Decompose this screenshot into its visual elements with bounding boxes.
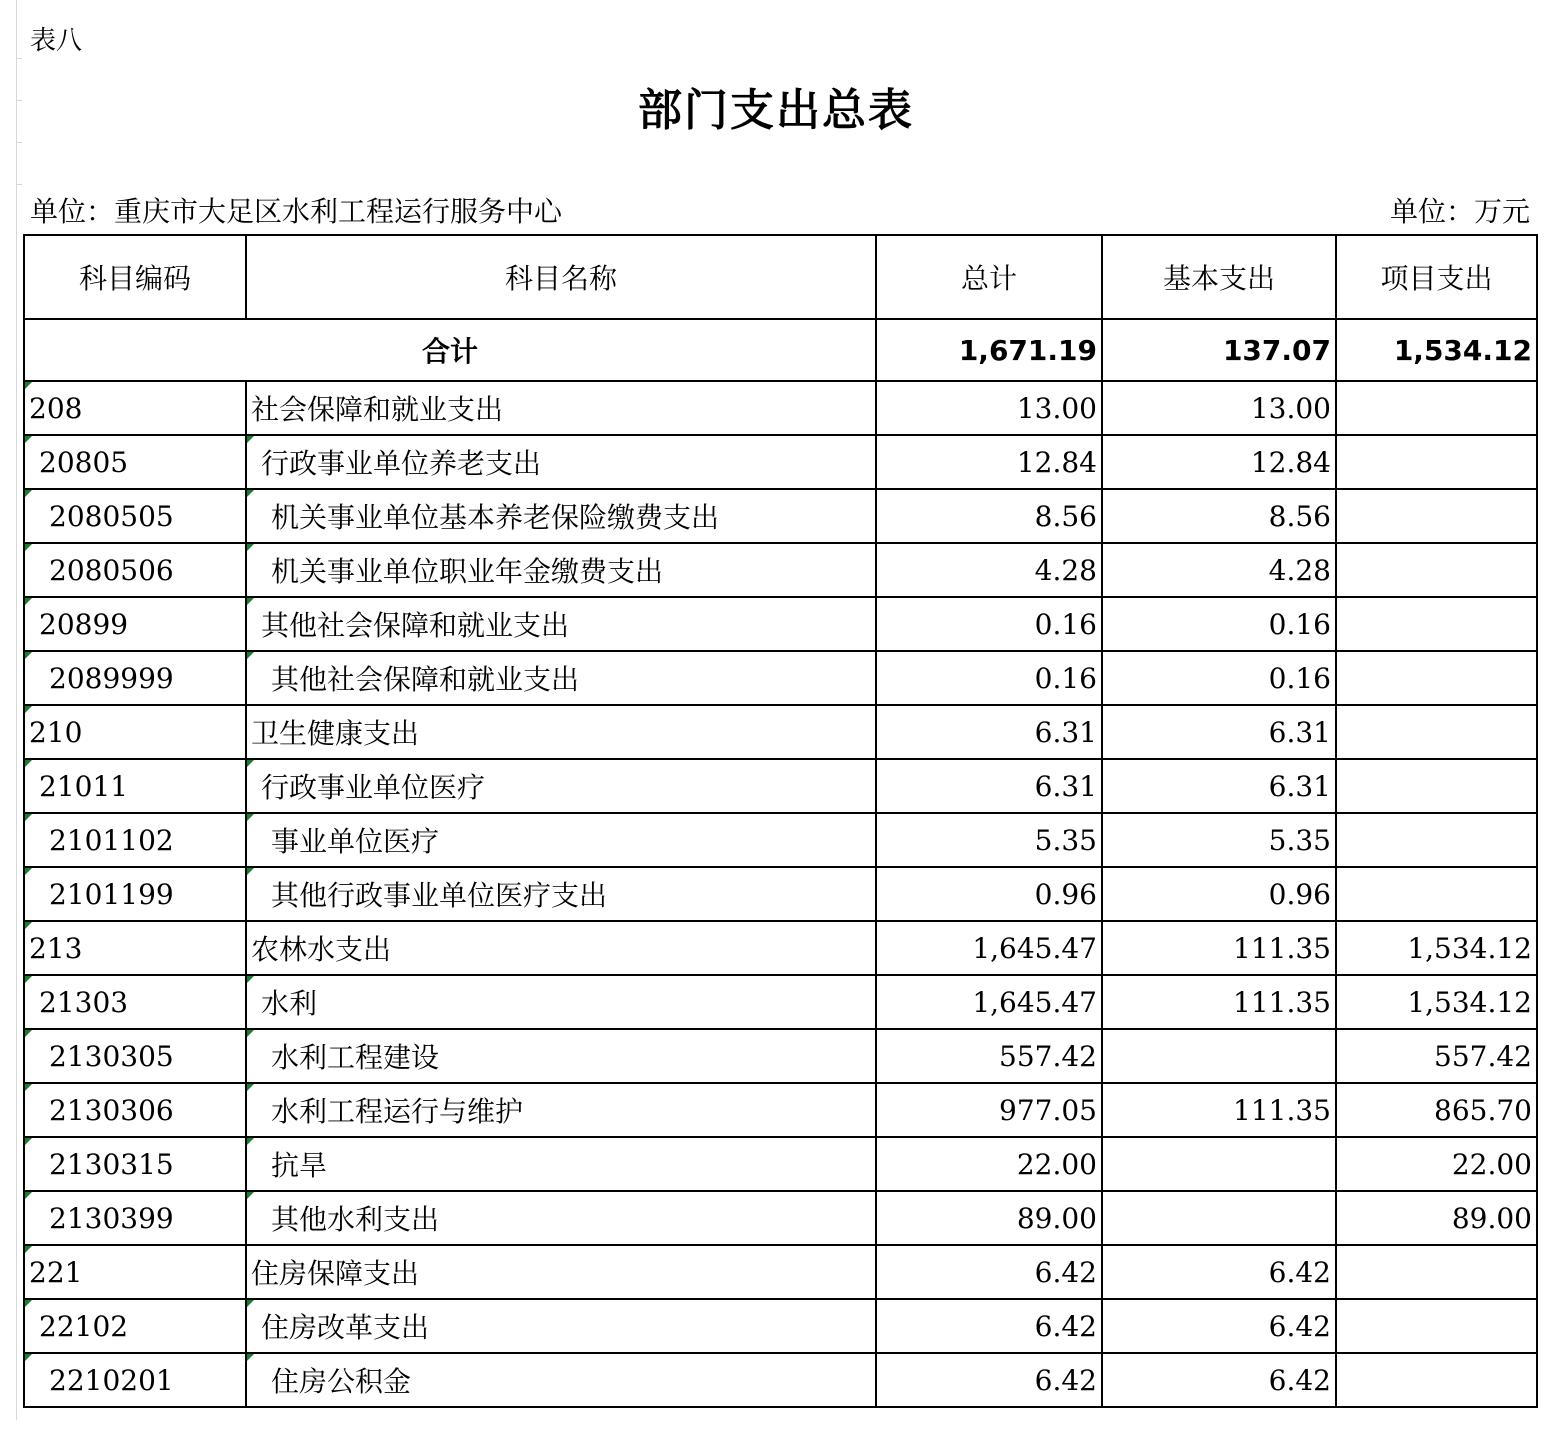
cell-code xyxy=(24,1137,246,1191)
cell-project-text: 557.42 xyxy=(1434,1039,1532,1073)
cell-project xyxy=(1336,759,1537,813)
cell-note-indicator-icon xyxy=(247,976,254,983)
page-title: 部门支出总表 xyxy=(638,85,914,136)
table-row xyxy=(24,1137,1537,1191)
cell-total xyxy=(876,975,1102,1029)
cell-total xyxy=(876,759,1102,813)
cell-basic-text: 6.31 xyxy=(1268,715,1331,749)
sheet-row-tick xyxy=(16,184,22,185)
cell-code-text: 2130399 xyxy=(49,1201,174,1235)
cell-name xyxy=(246,1029,876,1083)
cell-basic xyxy=(1102,435,1336,489)
cell-name-text: 水利 xyxy=(261,987,318,1020)
cell-name-text: 其他社会保障和就业支出 xyxy=(271,663,580,696)
sheet-row-tick xyxy=(16,58,22,59)
cell-basic xyxy=(1102,1245,1336,1299)
cell-code-text: 20805 xyxy=(39,445,129,479)
cell-basic-text: 111.35 xyxy=(1233,931,1331,965)
cell-basic xyxy=(1102,705,1336,759)
cell-basic xyxy=(1102,1137,1336,1191)
cell-code xyxy=(24,381,246,435)
cell-note-indicator-icon xyxy=(25,1354,32,1361)
cell-project xyxy=(1336,1245,1537,1299)
unit-organization: 单位：重庆市大足区水利工程运行服务中心 xyxy=(30,195,563,228)
cell-name-text: 水利工程运行与维护 xyxy=(271,1095,524,1128)
cell-code xyxy=(24,975,246,1029)
sheet-gridline xyxy=(16,0,17,1420)
total-project: 1,534.12 xyxy=(1336,319,1537,381)
cell-project xyxy=(1336,435,1537,489)
cell-name-text: 事业单位医疗 xyxy=(271,825,440,858)
table-row xyxy=(24,651,1537,705)
cell-code xyxy=(24,597,246,651)
column-header-name: 科目名称 xyxy=(246,235,876,319)
table-row xyxy=(24,813,1537,867)
cell-note-indicator-icon xyxy=(25,868,32,875)
table-row xyxy=(24,435,1537,489)
cell-basic xyxy=(1102,1083,1336,1137)
cell-project xyxy=(1336,381,1537,435)
cell-total xyxy=(876,1029,1102,1083)
table-row xyxy=(24,867,1537,921)
cell-basic-text: 13.00 xyxy=(1250,391,1331,425)
cell-total xyxy=(876,1083,1102,1137)
cell-note-indicator-icon xyxy=(247,760,254,767)
table-row xyxy=(24,1353,1537,1407)
cell-basic xyxy=(1102,813,1336,867)
cell-total-text: 8.56 xyxy=(1034,499,1097,533)
cell-total-text: 0.96 xyxy=(1034,877,1097,911)
cell-total xyxy=(876,1299,1102,1353)
cell-total-text: 13.00 xyxy=(1016,391,1097,425)
cell-code-text: 21303 xyxy=(39,985,129,1019)
cell-note-indicator-icon xyxy=(25,382,32,389)
cell-note-indicator-icon xyxy=(247,436,254,443)
cell-project xyxy=(1336,543,1537,597)
cell-total-text: 0.16 xyxy=(1034,661,1097,695)
cell-note-indicator-icon xyxy=(247,598,254,605)
table-row xyxy=(24,921,1537,975)
cell-code xyxy=(24,1353,246,1407)
cell-name-text: 行政事业单位医疗 xyxy=(261,771,486,804)
table-row xyxy=(24,759,1537,813)
cell-basic xyxy=(1102,1353,1336,1407)
cell-total xyxy=(876,651,1102,705)
cell-note-indicator-icon xyxy=(247,1354,254,1361)
cell-note-indicator-icon xyxy=(25,814,32,821)
table-row xyxy=(24,1029,1537,1083)
cell-note-indicator-icon xyxy=(25,1246,32,1253)
sheet-row-tick xyxy=(16,142,22,143)
cell-name xyxy=(246,1191,876,1245)
cell-code-text: 210 xyxy=(29,715,83,749)
cell-basic xyxy=(1102,1029,1336,1083)
cell-total-text: 6.42 xyxy=(1034,1309,1097,1343)
cell-code xyxy=(24,1299,246,1353)
cell-project xyxy=(1336,1191,1537,1245)
cell-note-indicator-icon xyxy=(25,490,32,497)
cell-project-text: 89.00 xyxy=(1451,1201,1532,1235)
cell-project xyxy=(1336,597,1537,651)
cell-name xyxy=(246,705,876,759)
cell-code xyxy=(24,867,246,921)
cell-project xyxy=(1336,1029,1537,1083)
cell-code xyxy=(24,435,246,489)
cell-basic xyxy=(1102,543,1336,597)
cell-code xyxy=(24,651,246,705)
cell-note-indicator-icon xyxy=(247,1084,254,1091)
cell-name-text: 社会保障和就业支出 xyxy=(251,393,504,426)
cell-note-indicator-icon xyxy=(247,1030,254,1037)
cell-total xyxy=(876,1245,1102,1299)
table-row xyxy=(24,381,1537,435)
table-row xyxy=(24,489,1537,543)
cell-name xyxy=(246,543,876,597)
cell-code-text: 213 xyxy=(29,931,83,965)
cell-note-indicator-icon xyxy=(25,1300,32,1307)
cell-basic-text: 4.28 xyxy=(1268,553,1331,587)
cell-code-text: 2101199 xyxy=(49,877,174,911)
cell-note-indicator-icon xyxy=(25,1138,32,1145)
cell-basic xyxy=(1102,381,1336,435)
cell-name xyxy=(246,1299,876,1353)
cell-basic-text: 111.35 xyxy=(1233,985,1331,1019)
cell-code-text: 2080505 xyxy=(49,499,174,533)
unit-currency: 单位：万元 xyxy=(1389,195,1530,228)
cell-code xyxy=(24,1191,246,1245)
cell-code-text: 2130305 xyxy=(49,1039,174,1073)
total-row xyxy=(24,319,1537,381)
cell-name xyxy=(246,381,876,435)
cell-basic xyxy=(1102,975,1336,1029)
cell-basic-text: 5.35 xyxy=(1268,823,1331,857)
cell-name xyxy=(246,489,876,543)
cell-basic-text: 6.31 xyxy=(1268,769,1331,803)
table-row xyxy=(24,705,1537,759)
header-row xyxy=(24,235,1537,319)
cell-note-indicator-icon xyxy=(25,1084,32,1091)
cell-code-text: 21011 xyxy=(39,769,129,803)
cell-name-text: 其他社会保障和就业支出 xyxy=(261,609,570,642)
cell-name xyxy=(246,867,876,921)
cell-note-indicator-icon xyxy=(247,1192,254,1199)
cell-basic-text: 0.16 xyxy=(1268,607,1331,641)
cell-code-text: 22102 xyxy=(39,1309,129,1343)
cell-code-text: 20899 xyxy=(39,607,129,641)
cell-basic-text: 0.96 xyxy=(1268,877,1331,911)
total-label: 合计 xyxy=(24,319,876,381)
cell-project xyxy=(1336,489,1537,543)
column-header-basic: 基本支出 xyxy=(1102,235,1336,319)
cell-project-text: 865.70 xyxy=(1434,1093,1532,1127)
cell-code-text: 2089999 xyxy=(49,661,174,695)
cell-project xyxy=(1336,1353,1537,1407)
cell-total xyxy=(876,435,1102,489)
cell-code xyxy=(24,705,246,759)
cell-code-text: 2210201 xyxy=(49,1363,174,1397)
cell-name-text: 其他水利支出 xyxy=(271,1203,440,1236)
column-header-total: 总计 xyxy=(876,235,1102,319)
cell-name-text: 机关事业单位基本养老保险缴费支出 xyxy=(271,501,720,534)
cell-note-indicator-icon xyxy=(25,436,32,443)
cell-name xyxy=(246,1353,876,1407)
cell-basic xyxy=(1102,651,1336,705)
cell-name-text: 住房保障支出 xyxy=(251,1257,420,1290)
cell-total-text: 1,645.47 xyxy=(972,985,1097,1019)
cell-note-indicator-icon xyxy=(247,490,254,497)
cell-total xyxy=(876,489,1102,543)
cell-code xyxy=(24,1029,246,1083)
cell-project xyxy=(1336,705,1537,759)
column-header-code: 科目编码 xyxy=(24,235,246,319)
cell-total-text: 5.35 xyxy=(1034,823,1097,857)
cell-name xyxy=(246,1083,876,1137)
cell-note-indicator-icon xyxy=(25,706,32,713)
cell-basic xyxy=(1102,489,1336,543)
cell-total xyxy=(876,543,1102,597)
cell-project-text: 1,534.12 xyxy=(1407,985,1532,1019)
cell-code-text: 208 xyxy=(29,391,83,425)
cell-code-text: 2130315 xyxy=(49,1147,174,1181)
cell-name xyxy=(246,921,876,975)
cell-total-text: 6.42 xyxy=(1034,1255,1097,1289)
cell-note-indicator-icon xyxy=(247,814,254,821)
cell-total-text: 1,645.47 xyxy=(972,931,1097,965)
cell-project xyxy=(1336,651,1537,705)
cell-basic-text: 0.16 xyxy=(1268,661,1331,695)
table-row xyxy=(24,1191,1537,1245)
cell-project-text: 1,534.12 xyxy=(1407,931,1532,965)
cell-code xyxy=(24,1245,246,1299)
total-sum: 1,671.19 xyxy=(876,319,1102,381)
cell-total-text: 557.42 xyxy=(999,1039,1097,1073)
table-number: 表八 xyxy=(30,26,83,56)
cell-total-text: 12.84 xyxy=(1016,445,1097,479)
cell-basic-text: 6.42 xyxy=(1268,1363,1331,1397)
cell-name xyxy=(246,1137,876,1191)
cell-name-text: 住房公积金 xyxy=(271,1365,412,1398)
cell-name-text: 卫生健康支出 xyxy=(251,717,420,750)
cell-code-text: 221 xyxy=(29,1255,83,1289)
cell-total xyxy=(876,1353,1102,1407)
cell-total xyxy=(876,921,1102,975)
column-header-project: 项目支出 xyxy=(1336,235,1537,319)
cell-note-indicator-icon xyxy=(25,1030,32,1037)
table-row xyxy=(24,597,1537,651)
cell-total-text: 89.00 xyxy=(1016,1201,1097,1235)
cell-code xyxy=(24,759,246,813)
cell-note-indicator-icon xyxy=(247,1300,254,1307)
cell-basic xyxy=(1102,1299,1336,1353)
table-row xyxy=(24,1245,1537,1299)
cell-project xyxy=(1336,867,1537,921)
cell-name-text: 行政事业单位养老支出 xyxy=(261,447,542,480)
cell-name-text: 其他行政事业单位医疗支出 xyxy=(271,879,608,912)
cell-total-text: 4.28 xyxy=(1034,553,1097,587)
cell-basic-text: 6.42 xyxy=(1268,1309,1331,1343)
cell-name-text: 机关事业单位职业年金缴费支出 xyxy=(271,555,664,588)
cell-note-indicator-icon xyxy=(25,598,32,605)
table-row xyxy=(24,1299,1537,1353)
cell-total-text: 6.31 xyxy=(1034,769,1097,803)
expenditure-table xyxy=(23,234,1538,1408)
cell-name xyxy=(246,597,876,651)
cell-total-text: 0.16 xyxy=(1034,607,1097,641)
cell-name xyxy=(246,651,876,705)
cell-name xyxy=(246,1245,876,1299)
cell-note-indicator-icon xyxy=(25,760,32,767)
cell-project xyxy=(1336,1137,1537,1191)
cell-note-indicator-icon xyxy=(25,976,32,983)
cell-basic xyxy=(1102,867,1336,921)
cell-basic-text: 12.84 xyxy=(1250,445,1331,479)
cell-code xyxy=(24,1083,246,1137)
cell-name-text: 水利工程建设 xyxy=(271,1041,440,1074)
cell-total xyxy=(876,705,1102,759)
table-row xyxy=(24,1083,1537,1137)
cell-basic-text: 6.42 xyxy=(1268,1255,1331,1289)
cell-code-text: 2080506 xyxy=(49,553,174,587)
cell-basic xyxy=(1102,921,1336,975)
cell-name-text: 抗旱 xyxy=(271,1149,328,1182)
cell-total xyxy=(876,1191,1102,1245)
cell-total xyxy=(876,597,1102,651)
cell-basic xyxy=(1102,1191,1336,1245)
cell-code xyxy=(24,813,246,867)
cell-total xyxy=(876,813,1102,867)
cell-total xyxy=(876,1137,1102,1191)
cell-basic xyxy=(1102,759,1336,813)
cell-code xyxy=(24,921,246,975)
cell-note-indicator-icon xyxy=(247,1138,254,1145)
cell-name xyxy=(246,813,876,867)
cell-code-text: 2101102 xyxy=(49,823,174,857)
cell-note-indicator-icon xyxy=(247,652,254,659)
cell-project xyxy=(1336,921,1537,975)
cell-note-indicator-icon xyxy=(25,1192,32,1199)
cell-note-indicator-icon xyxy=(25,652,32,659)
cell-name xyxy=(246,759,876,813)
cell-note-indicator-icon xyxy=(25,544,32,551)
cell-code xyxy=(24,543,246,597)
cell-total xyxy=(876,867,1102,921)
cell-total-text: 22.00 xyxy=(1016,1147,1097,1181)
cell-name xyxy=(246,975,876,1029)
cell-project xyxy=(1336,1299,1537,1353)
cell-project xyxy=(1336,1083,1537,1137)
cell-note-indicator-icon xyxy=(247,544,254,551)
cell-name-text: 农林水支出 xyxy=(251,933,392,966)
cell-project xyxy=(1336,813,1537,867)
cell-name-text: 住房改革支出 xyxy=(261,1311,430,1344)
cell-basic-text: 8.56 xyxy=(1268,499,1331,533)
table-row xyxy=(24,975,1537,1029)
cell-total xyxy=(876,381,1102,435)
cell-name xyxy=(246,435,876,489)
cell-basic-text: 111.35 xyxy=(1233,1093,1331,1127)
cell-note-indicator-icon xyxy=(25,922,32,929)
cell-note-indicator-icon xyxy=(247,868,254,875)
cell-code xyxy=(24,489,246,543)
cell-project-text: 22.00 xyxy=(1451,1147,1532,1181)
cell-code-text: 2130306 xyxy=(49,1093,174,1127)
cell-basic xyxy=(1102,597,1336,651)
cell-project xyxy=(1336,975,1537,1029)
cell-total-text: 6.31 xyxy=(1034,715,1097,749)
total-basic: 137.07 xyxy=(1102,319,1336,381)
table-row xyxy=(24,543,1537,597)
cell-total-text: 6.42 xyxy=(1034,1363,1097,1397)
cell-total-text: 977.05 xyxy=(999,1093,1097,1127)
